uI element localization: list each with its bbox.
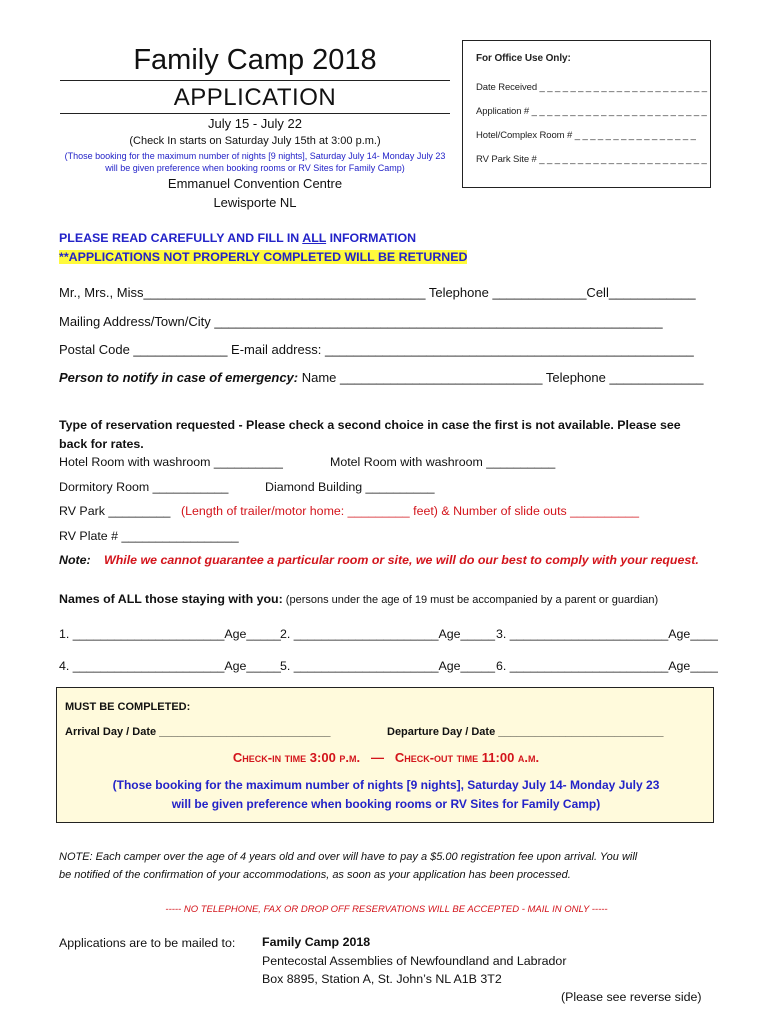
office-heading: For Office Use Only: [476,53,571,64]
title-rule [60,80,450,81]
diamond-building-option[interactable]: Diamond Building __________ [265,480,435,494]
form-subtitle: APPLICATION [173,84,337,111]
note-text: While we cannot guarantee a particular room or site, we will do our best to comply with your request. [104,553,699,567]
form-title: Family Camp 2018 [133,44,377,76]
office-use-box [462,40,711,188]
application-number-field[interactable]: Application # _ _ _ _ _ _ _ _ _ _ _ _ _ _ _ _ _ _ _ _ _ _ _ [476,106,707,117]
person-1-field[interactable]: 1. ______________________Age_____ [59,627,281,641]
date-received-field[interactable]: Date Received _ _ _ _ _ _ _ _ _ _ _ _ _ _ _ _ _ _ _ _ _ _ [476,82,707,93]
must-complete-box [56,687,714,823]
note-label: Note: [59,553,91,567]
person-6-field[interactable]: 6. _______________________Age____ [496,659,718,673]
rv-plate-field[interactable]: RV Plate # _________________ [59,529,239,543]
hotel-room-option[interactable]: Hotel Room with washroom __________ [59,455,283,469]
instructions-line1: PLEASE READ CAREFULLY AND FILL IN ALL INFORMATION [59,231,417,245]
reservation-heading-line1: Type of reservation requested - Please check a second choice in case the first is not available. Please see [59,418,681,432]
person-4-field[interactable]: 4. ______________________Age_____ [59,659,281,673]
checkin-note: (Check In starts on Saturday July 15th at 3:00 p.m.) [129,135,381,147]
name-phone-line[interactable]: Mr., Mrs., Miss_______________________________________ Telephone _____________Cell____________ [59,285,696,300]
preference-note-line1: (Those booking for the maximum number of nights [9 nights], Saturday July 14- Monday July 23 [64,151,446,161]
mailing-address-line[interactable]: Mailing Address/Town/City ______________________________________________________________ [59,314,663,329]
rv-park-option[interactable]: RV Park _________ [59,504,171,518]
names-heading: Names of ALL those staying with you: (persons under the age of 19 must be accompanied by a parent or guardian) [59,592,659,606]
dormitory-option[interactable]: Dormitory Room ___________ [59,480,229,494]
hotel-room-field[interactable]: Hotel/Complex Room # _ _ _ _ _ _ _ _ _ _ _ _ _ _ _ _ [476,130,696,141]
subtitle-rule [60,113,450,114]
rv-length-field[interactable]: (Length of trailer/motor home: _________ feet) & Number of slide outs __________ [181,504,640,518]
motel-room-option[interactable]: Motel Room with washroom __________ [330,455,556,469]
person-3-field[interactable]: 3. _______________________Age____ [496,627,718,641]
venue: Emmanuel Convention Centre [167,176,343,191]
reservation-heading-line2: back for rates. [59,437,144,451]
mail-only-warning: ----- NO TELEPHONE, FAX OR DROP OFF RESERVATIONS WILL BE ACCEPTED - MAIL IN ONLY ----- [165,904,608,915]
arrival-date-field[interactable]: Arrival Day / Date ____________________________ [65,726,331,738]
postal-email-line[interactable]: Postal Code _____________ E-mail address: ___________________________________________________ [59,342,694,357]
camp-dates: July 15 - July 22 [208,116,302,131]
box-preference-line1: (Those booking for the maximum number of nights [9 nights], Saturday July 14- Monday July 23 [112,778,660,792]
mail-org: Family Camp 2018 [262,935,371,949]
registration-note-line2: be notified of the confirmation of your accommodations, as soon as your application has been processed. [59,869,571,881]
instructions-line2: **APPLICATIONS NOT PROPERLY COMPLETED WILL BE RETURNED [59,250,468,264]
departure-date-field[interactable]: Departure Day / Date ___________________________ [387,726,664,738]
mail-to-label: Applications are to be mailed to: [59,936,236,950]
rv-site-field[interactable]: RV Park Site # _ _ _ _ _ _ _ _ _ _ _ _ _ _ _ _ _ _ _ _ _ _ [476,154,707,165]
person-5-field[interactable]: 5. _____________________Age_____ [280,659,495,673]
emergency-contact-line[interactable]: Person to notify in case of emergency: Name ____________________________ Telephone _____________ [59,370,704,385]
box-preference-line2: will be given preference when booking rooms or RV Sites for Family Camp) [171,797,601,811]
check-times: Check-in time 3:00 p.m. — Check-out time 11:00 a.m. [232,750,540,765]
location: Lewisporte NL [213,195,297,210]
preference-note-line2: will be given preference when booking rooms or RV Sites for Family Camp) [105,163,405,173]
registration-note-line1: NOTE: Each camper over the age of 4 years old and over will have to pay a $5.00 registration fee upon arrival. You will [59,851,638,863]
mail-address-line2: Box 8895, Station A, St. John’s NL A1B 3T2 [262,972,502,986]
mail-address-line1: Pentecostal Assemblies of Newfoundland and Labrador [262,954,567,968]
must-complete-heading: MUST BE COMPLETED: [65,701,191,713]
person-2-field[interactable]: 2. _____________________Age_____ [280,627,495,641]
reverse-side-note: (Please see reverse side) [561,990,702,1004]
